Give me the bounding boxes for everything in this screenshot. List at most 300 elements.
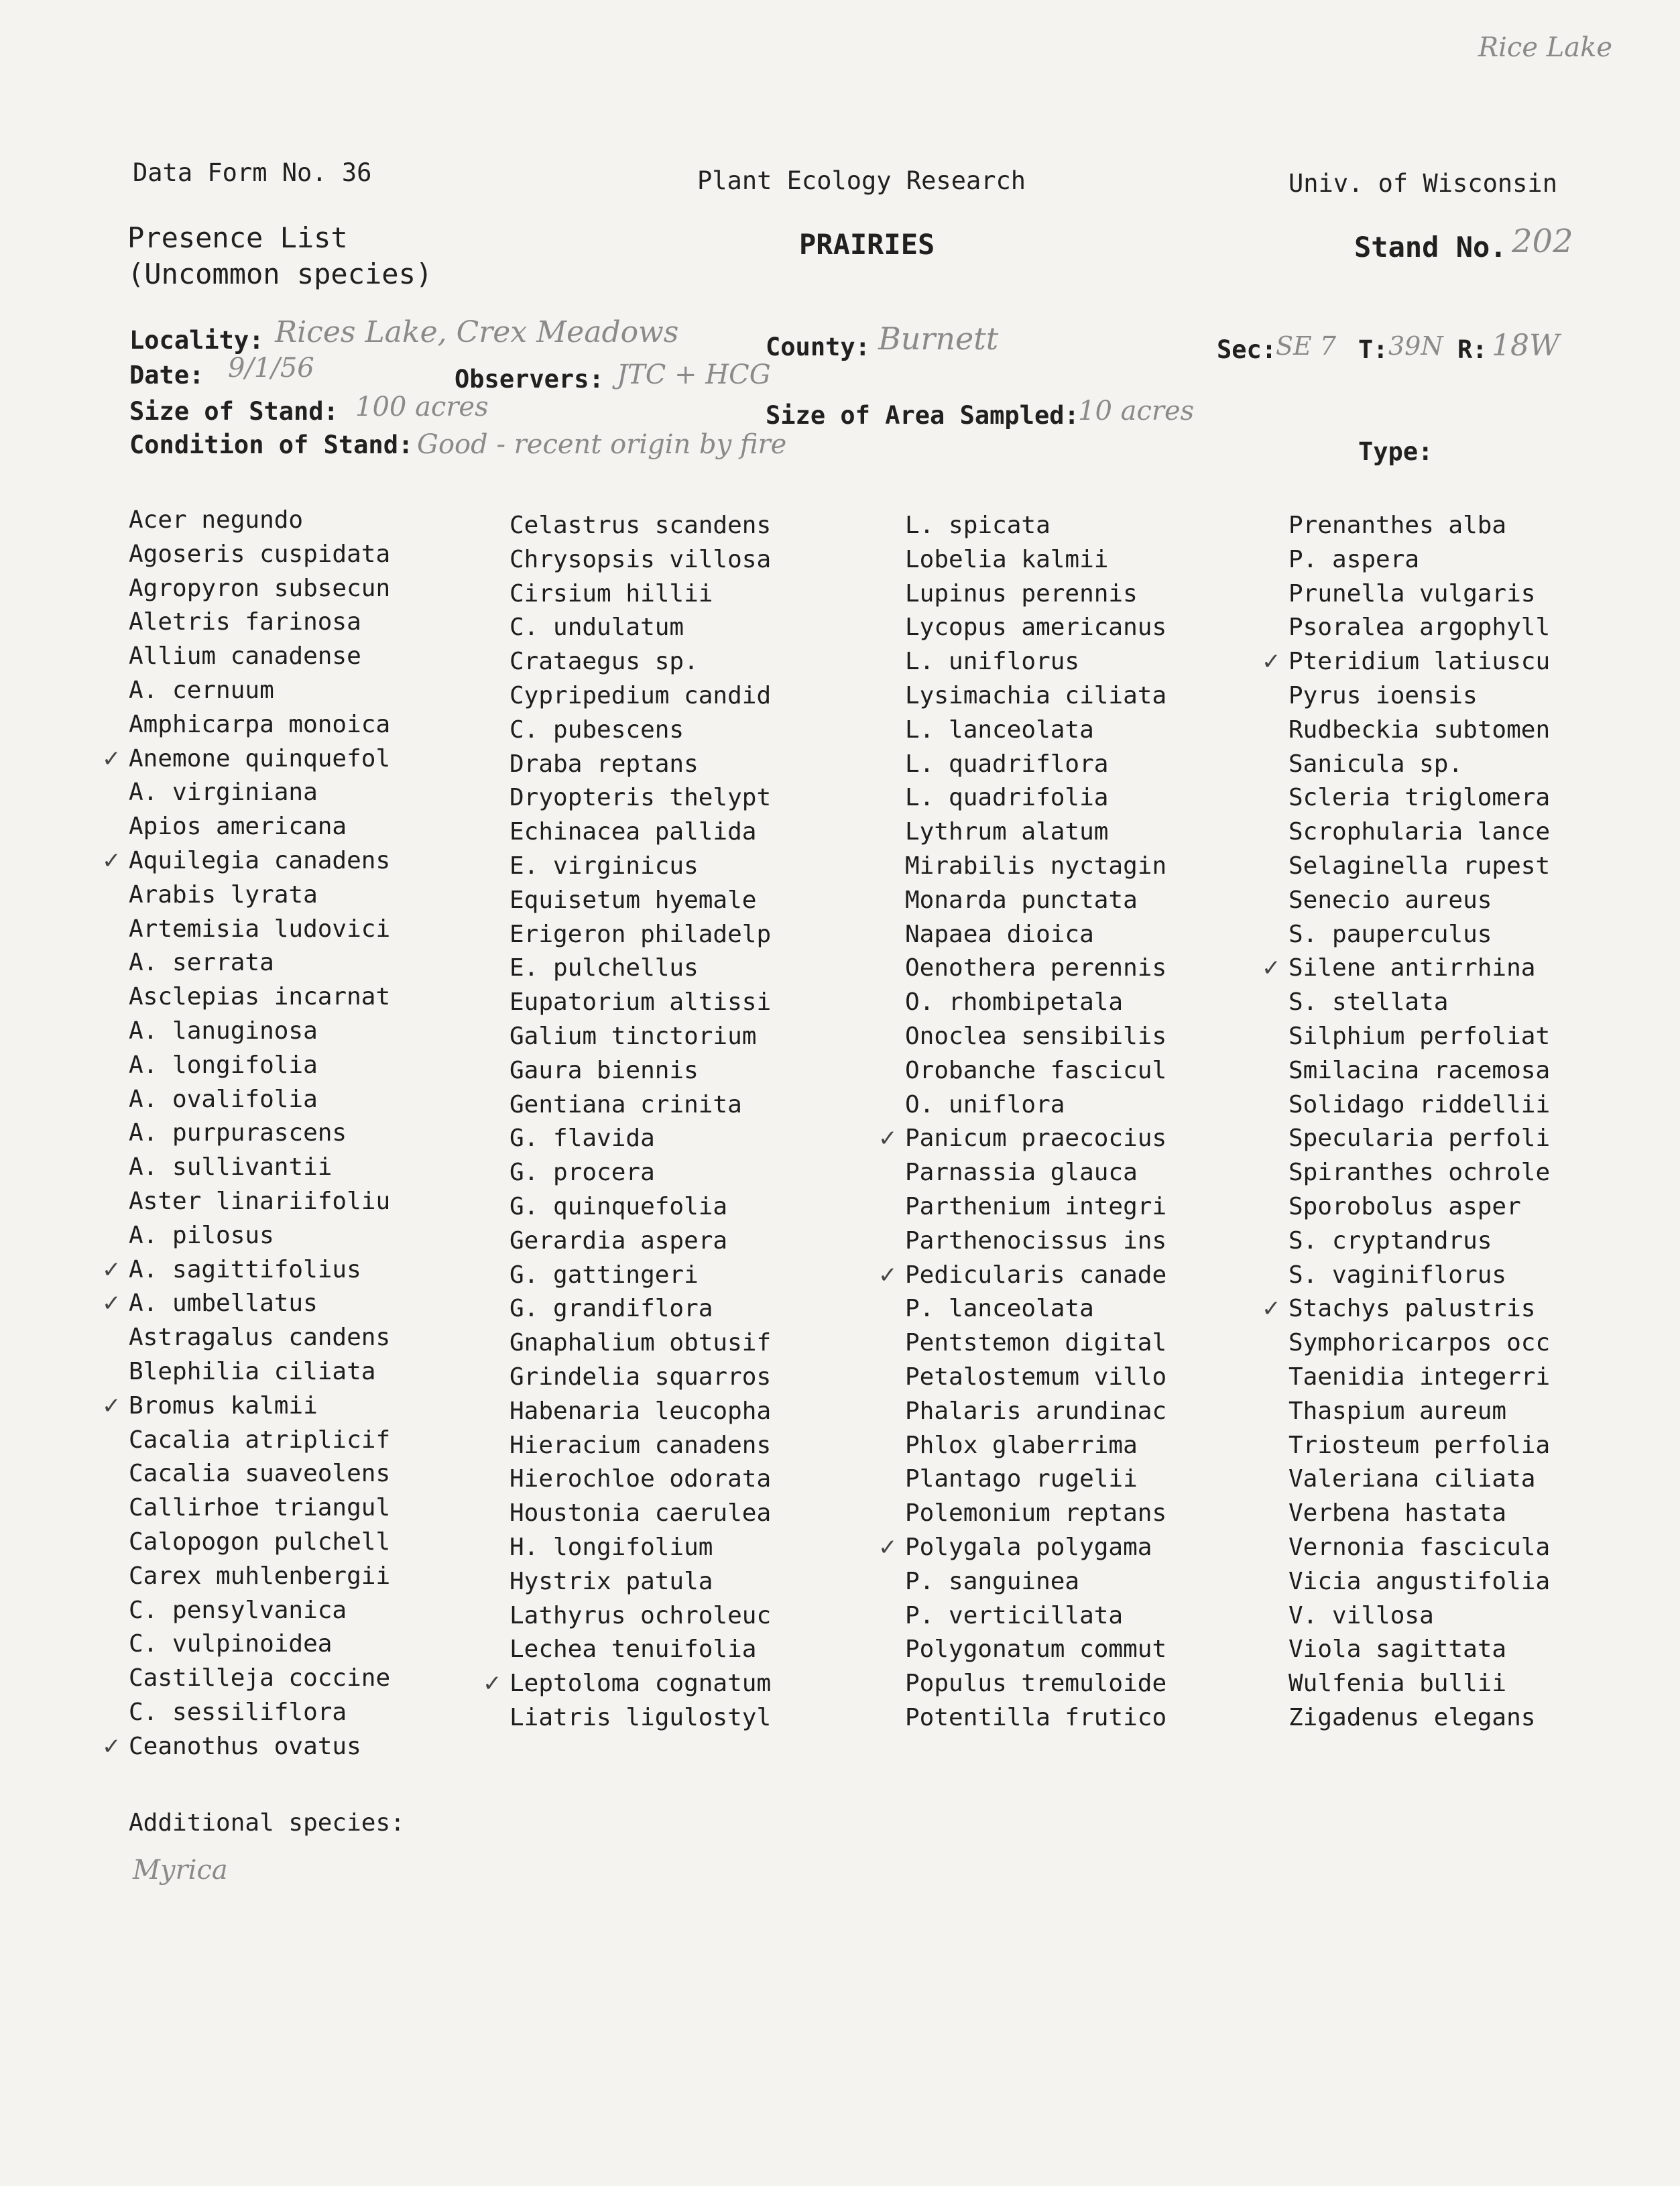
locality-value: Rices Lake, Crex Meadows [275, 315, 679, 349]
species-item [509, 683, 771, 709]
species-item [129, 813, 347, 840]
species-name: Napaea dioica [905, 921, 1094, 948]
species-item [1288, 1023, 1550, 1050]
species-item [1262, 648, 1551, 675]
species-name: G. gattingeri [509, 1261, 699, 1289]
species-name: Thaspium aureum [1288, 1397, 1507, 1425]
species-item [905, 1568, 1079, 1595]
species-item [905, 648, 1079, 675]
species-item [905, 1466, 1138, 1493]
species-name: C. sessiliflora [129, 1699, 347, 1726]
species-item [129, 1188, 390, 1215]
species-item [905, 1057, 1166, 1084]
species-item [905, 1023, 1166, 1050]
species-item [129, 882, 318, 909]
species-name: Echinacea pallida [509, 818, 757, 846]
species-item [905, 1636, 1166, 1663]
species-item [129, 1086, 318, 1113]
date-label: Date: [129, 361, 204, 390]
species-item [509, 785, 771, 811]
species-name: Sporobolus asper [1288, 1193, 1521, 1220]
species-name: Erigeron philadelp [509, 921, 772, 948]
species-name: O. uniflora [905, 1091, 1065, 1118]
species-item [509, 1500, 771, 1527]
species-name: Vicia angustifolia [1288, 1568, 1551, 1595]
species-name: G. flavida [509, 1125, 655, 1152]
species-item [129, 1324, 390, 1351]
species-item [1288, 751, 1463, 778]
condition-label: Condition of Stand: [129, 430, 414, 459]
condition-value: Good - recent origin by fire [417, 429, 787, 460]
species-item [129, 507, 303, 534]
species-name: E. virginicus [509, 852, 699, 880]
species-name: Specularia perfoli [1288, 1125, 1551, 1152]
species-name: Pentstemon digital [905, 1329, 1167, 1357]
species-item [905, 1398, 1166, 1425]
species-item [905, 546, 1108, 573]
observers-label: Observers: [455, 365, 604, 394]
species-item [878, 1125, 1167, 1152]
check-mark-icon: ✓ [483, 1670, 502, 1697]
check-mark-icon: ✓ [102, 1393, 121, 1420]
species-name: A. sullivantii [129, 1153, 333, 1181]
species-name: Apios americana [129, 813, 347, 840]
species-name: Chrysopsis villosa [509, 546, 772, 573]
species-item [509, 648, 699, 675]
species-item [483, 1670, 772, 1697]
species-name: S. pauperculus [1288, 921, 1492, 948]
species-name: Equisetum hyemale [509, 886, 757, 914]
species-item [509, 1057, 699, 1084]
species-name: Hieracium canadens [509, 1432, 772, 1459]
species-item [509, 1364, 771, 1391]
check-mark-icon: ✓ [102, 1733, 121, 1760]
species-name: Rudbeckia subtomen [1288, 716, 1551, 744]
species-name: Celastrus scandens [509, 512, 772, 539]
species-name: Psoralea argophyll [1288, 614, 1551, 641]
species-item [509, 1296, 713, 1322]
species-item [905, 1670, 1166, 1697]
additional-species-label: Additional species: [129, 1809, 405, 1837]
species-item [129, 1222, 274, 1249]
species-item [102, 1392, 318, 1420]
species-name: Grindelia squarros [509, 1363, 772, 1391]
species-name: C. pensylvanica [129, 1597, 347, 1624]
species-item [1288, 1432, 1550, 1459]
species-name: Parthenium integri [905, 1193, 1167, 1220]
species-name: A. longifolia [129, 1051, 318, 1079]
species-item [129, 1052, 318, 1079]
species-name: Cirsium hillii [509, 580, 713, 608]
species-name: Scleria triglomera [1288, 784, 1551, 811]
species-name: Valeriana ciliata [1288, 1465, 1536, 1493]
species-item [129, 1154, 332, 1181]
species-name: Onoclea sensibilis [905, 1023, 1167, 1050]
species-name: A. purpurascens [129, 1119, 347, 1147]
species-item [905, 1432, 1138, 1459]
species-name: Taenidia integerri [1288, 1363, 1551, 1391]
species-item [509, 751, 699, 778]
species-item [1288, 1125, 1550, 1152]
species-item [509, 1534, 713, 1561]
species-name: A. lanuginosa [129, 1017, 318, 1045]
species-name: Bromus kalmii [129, 1392, 318, 1420]
species-item [1288, 581, 1535, 608]
species-name: L. spicata [905, 512, 1051, 539]
species-item [1288, 1364, 1550, 1391]
species-name: Pyrus ioensis [1288, 682, 1478, 709]
species-item [129, 1359, 375, 1385]
species-item [1288, 1398, 1506, 1425]
species-name: Cypripedium candid [509, 682, 772, 709]
species-name: Petalostemum villo [905, 1363, 1167, 1391]
species-name: Liatris ligulostyl [509, 1704, 772, 1731]
species-item [905, 887, 1138, 914]
species-name: Astragalus candens [129, 1324, 391, 1351]
species-name: Potentilla frutico [905, 1704, 1167, 1731]
species-item [129, 1563, 390, 1590]
species-name: G. grandiflora [509, 1295, 713, 1322]
species-name: L. uniflorus [905, 648, 1080, 675]
species-name: Gerardia aspera [509, 1227, 728, 1255]
species-name: Leptoloma cognatum [509, 1670, 772, 1697]
species-item [905, 1228, 1166, 1255]
species-item [129, 916, 390, 943]
species-name: Solidago riddellii [1288, 1091, 1551, 1118]
species-name: Parnassia glauca [905, 1159, 1138, 1186]
species-item [102, 745, 391, 772]
species-name: Selaginella rupest [1288, 852, 1551, 880]
species-item [905, 785, 1108, 811]
additional-species-value: Myrica [133, 1855, 228, 1886]
species-name: A. ovalifolia [129, 1086, 318, 1113]
species-name: Verbena hastata [1288, 1499, 1507, 1527]
check-mark-icon: ✓ [102, 746, 121, 772]
species-item [129, 643, 361, 670]
species-name: Wulfenia bullii [1288, 1670, 1507, 1697]
species-name: Aquilegia canadens [129, 847, 391, 874]
species-item [1288, 1262, 1506, 1289]
species-name: Prenanthes alba [1288, 512, 1507, 539]
species-item [1262, 954, 1536, 982]
species-name: A. pilosus [129, 1222, 274, 1249]
species-item [1288, 1603, 1434, 1629]
species-item [905, 1296, 1094, 1322]
species-name: Phlox glaberrima [905, 1432, 1138, 1459]
size-of-area-label: Size of Area Sampled: [766, 401, 1079, 430]
species-name: Parthenocissus ins [905, 1227, 1167, 1255]
species-item [129, 1631, 332, 1658]
species-item [1288, 1466, 1535, 1493]
species-item [129, 1665, 390, 1692]
species-name: Gaura biennis [509, 1057, 699, 1084]
species-name: A. cernuum [129, 677, 274, 704]
species-name: A. virginiana [129, 779, 318, 806]
species-name: Lycopus americanus [905, 614, 1167, 641]
species-name: C. undulatum [509, 614, 684, 641]
check-mark-icon: ✓ [878, 1534, 898, 1561]
species-name: P. sanguinea [905, 1568, 1080, 1595]
species-item [905, 717, 1094, 744]
species-name: A. serrata [129, 949, 274, 976]
check-mark-icon: ✓ [102, 1257, 121, 1283]
species-item [905, 1705, 1166, 1731]
stand-value: 202 [1512, 223, 1573, 260]
species-item [509, 1466, 771, 1493]
species-name: Lathyrus ochroleuc [509, 1602, 772, 1629]
species-item [102, 847, 391, 874]
check-mark-icon: ✓ [102, 1290, 121, 1317]
species-name: L. quadrifolia [905, 784, 1109, 811]
species-item [129, 779, 318, 806]
species-name: Hystrix patula [509, 1568, 713, 1595]
date-value: 9/1/56 [228, 353, 314, 384]
species-name: Stachys palustris [1288, 1295, 1536, 1322]
species-item [1288, 614, 1550, 641]
species-item [129, 984, 390, 1011]
species-name: Houstonia caerulea [509, 1499, 772, 1527]
species-name: Vernonia fascicula [1288, 1534, 1551, 1561]
species-name: P. aspera [1288, 546, 1420, 573]
species-item [1288, 887, 1492, 914]
sec-value: SE 7 [1276, 331, 1337, 361]
species-item [102, 1256, 361, 1283]
species-item [509, 1398, 771, 1425]
species-name: Eupatorium altissi [509, 988, 772, 1016]
species-item [878, 1534, 1152, 1561]
species-item [509, 581, 713, 608]
observers-value: JTC + HCG [617, 359, 771, 390]
species-item [509, 1705, 771, 1731]
species-item [1288, 1500, 1506, 1527]
university: Univ. of Wisconsin [1288, 169, 1557, 198]
species-name: Aster linariifoliu [129, 1188, 391, 1215]
species-name: Panicum praecocius [905, 1125, 1167, 1152]
species-item [509, 989, 771, 1016]
species-name: Artemisia ludovici [129, 915, 391, 943]
check-mark-icon: ✓ [878, 1262, 898, 1289]
species-name: Habenaria leucopha [509, 1397, 772, 1425]
form-number: Data Form No. 36 [133, 158, 372, 187]
species-name: Polygala polygama [905, 1534, 1152, 1561]
species-item [509, 546, 771, 573]
species-item [1288, 1228, 1492, 1255]
size-of-area-value: 10 acres [1078, 396, 1195, 426]
species-item [1288, 921, 1492, 948]
species-item [129, 1597, 347, 1624]
species-item [129, 1529, 390, 1556]
species-name: Dryopteris thelypt [509, 784, 772, 811]
species-name: P. lanceolata [905, 1295, 1094, 1322]
species-name: Symphoricarpos occ [1288, 1329, 1551, 1357]
species-name: Prunella vulgaris [1288, 580, 1536, 608]
species-item [905, 819, 1108, 846]
species-item [905, 1092, 1065, 1118]
species-item [905, 581, 1138, 608]
species-name: Lythrum alatum [905, 818, 1109, 846]
species-name: Gnaphalium obtusif [509, 1329, 772, 1357]
species-name: O. rhombipetala [905, 988, 1124, 1016]
species-item [905, 1364, 1166, 1391]
species-name: Acer negundo [129, 506, 304, 534]
species-name: Triosteum perfolia [1288, 1432, 1551, 1459]
species-name: Phalaris arundinac [905, 1397, 1167, 1425]
size-of-stand-value: 100 acres [355, 392, 489, 422]
species-item [509, 853, 699, 880]
species-name: Populus tremuloide [905, 1670, 1167, 1697]
species-item [102, 1289, 318, 1317]
r-label: R: [1457, 335, 1488, 364]
species-item [905, 1159, 1138, 1186]
species-name: S. cryptandrus [1288, 1227, 1492, 1255]
check-mark-icon: ✓ [1262, 1296, 1281, 1322]
check-mark-icon: ✓ [1262, 955, 1281, 982]
species-item [509, 1092, 742, 1118]
species-name: C. pubescens [509, 716, 684, 744]
species-name: Agoseris cuspidata [129, 540, 391, 568]
species-name: Monarda punctata [905, 886, 1138, 914]
species-item [905, 1194, 1166, 1220]
species-name: Polemonium reptans [905, 1499, 1167, 1527]
species-name: L. lanceolata [905, 716, 1094, 744]
species-item [905, 614, 1166, 641]
species-item [509, 1603, 771, 1629]
species-item [1288, 1330, 1550, 1357]
species-name: Polygonatum commut [905, 1635, 1167, 1663]
research-title: Plant Ecology Research [697, 166, 1026, 195]
species-name: Galium tinctorium [509, 1023, 757, 1050]
species-name: Lysimachia ciliata [905, 682, 1167, 709]
species-name: Allium canadense [129, 642, 361, 670]
t-label: T: [1358, 335, 1388, 364]
species-item [905, 683, 1166, 709]
species-item [129, 711, 390, 738]
species-name: G. quinquefolia [509, 1193, 728, 1220]
species-item [129, 575, 390, 602]
species-item [509, 1023, 756, 1050]
species-name: Senecio aureus [1288, 886, 1492, 914]
species-item [1288, 1057, 1550, 1084]
species-name: Spiranthes ochrole [1288, 1159, 1551, 1186]
species-item [905, 1330, 1166, 1357]
species-name: Arabis lyrata [129, 881, 318, 909]
species-name: Anemone quinquefol [129, 745, 391, 772]
size-of-stand-label: Size of Stand: [129, 397, 339, 426]
species-item [1288, 1636, 1506, 1663]
species-name: Amphicarpa monoica [129, 711, 391, 738]
species-item [1288, 546, 1419, 573]
species-name: Hierochloe odorata [509, 1465, 772, 1493]
species-name: Blephilia ciliata [129, 1358, 376, 1385]
list-subtitle: (Uncommon species) [127, 257, 433, 290]
species-item [1288, 785, 1550, 811]
species-name: Lobelia kalmii [905, 546, 1109, 573]
species-item [129, 1120, 347, 1147]
check-mark-icon: ✓ [878, 1125, 898, 1152]
r-value: 18W [1492, 329, 1560, 363]
species-item [905, 512, 1051, 539]
species-item [509, 1568, 713, 1595]
category-title: PRAIRIES [799, 228, 935, 261]
species-name: Crataegus sp. [509, 648, 699, 675]
species-item [1262, 1295, 1536, 1322]
species-item [905, 751, 1108, 778]
species-item [509, 1194, 727, 1220]
species-name: Mirabilis nyctagin [905, 852, 1167, 880]
species-item [1288, 1194, 1521, 1220]
species-item [905, 989, 1123, 1016]
type-label: Type: [1358, 437, 1433, 466]
species-name: Asclepias incarnat [129, 983, 391, 1011]
species-item [129, 1427, 390, 1454]
species-name: Gentiana crinita [509, 1091, 742, 1118]
species-name: Plantago rugelii [905, 1465, 1138, 1493]
species-name: S. stellata [1288, 988, 1449, 1016]
species-item [509, 1262, 699, 1289]
species-item [509, 717, 684, 744]
species-item [1288, 1568, 1550, 1595]
species-item [509, 921, 771, 948]
species-name: Orobanche fascicul [905, 1057, 1167, 1084]
species-name: Scrophularia lance [1288, 818, 1551, 846]
list-title: Presence List [127, 221, 348, 254]
species-item [509, 819, 756, 846]
species-name: Sanicula sp. [1288, 750, 1463, 778]
species-item [102, 1733, 361, 1760]
species-item [1288, 512, 1506, 539]
species-name: G. procera [509, 1159, 655, 1186]
species-name: Oenothera perennis [905, 954, 1167, 982]
sec-label: Sec: [1217, 335, 1277, 364]
species-name: Silphium perfoliat [1288, 1023, 1551, 1050]
species-name: Ceanothus ovatus [129, 1733, 361, 1760]
species-name: Silene antirrhina [1288, 954, 1536, 982]
species-name: Pedicularis canade [905, 1261, 1167, 1289]
species-item [509, 1159, 655, 1186]
species-name: E. pulchellus [509, 954, 699, 982]
species-name: Calopogon pulchell [129, 1528, 391, 1556]
species-name: Callirhoe triangul [129, 1494, 391, 1521]
species-item [129, 609, 361, 636]
species-name: C. vulpinoidea [129, 1630, 333, 1658]
species-name: Aletris farinosa [129, 608, 361, 636]
species-item [129, 1460, 390, 1487]
species-name: V. villosa [1288, 1602, 1434, 1629]
species-name: Smilacina racemosa [1288, 1057, 1551, 1084]
county-label: County: [766, 333, 870, 361]
species-item [509, 1432, 771, 1459]
species-item [1288, 1670, 1506, 1697]
species-item [509, 887, 756, 914]
stand-label: Stand No. [1354, 231, 1507, 264]
species-name: Zigadenus elegans [1288, 1704, 1536, 1731]
species-name: H. longifolium [509, 1534, 713, 1561]
t-value: 39N [1388, 331, 1443, 361]
species-item [1288, 1705, 1535, 1731]
species-name: A. umbellatus [129, 1289, 318, 1317]
species-item [509, 1228, 727, 1255]
species-item [509, 1125, 655, 1152]
species-name: Cacalia atriplicif [129, 1426, 391, 1454]
species-item [509, 512, 771, 539]
species-name: S. vaginiflorus [1288, 1261, 1507, 1289]
species-item [1288, 853, 1550, 880]
species-item [878, 1261, 1167, 1289]
check-mark-icon: ✓ [1262, 648, 1281, 675]
species-item [905, 921, 1094, 948]
county-value: Burnett [878, 321, 999, 357]
species-item [1288, 1534, 1550, 1561]
